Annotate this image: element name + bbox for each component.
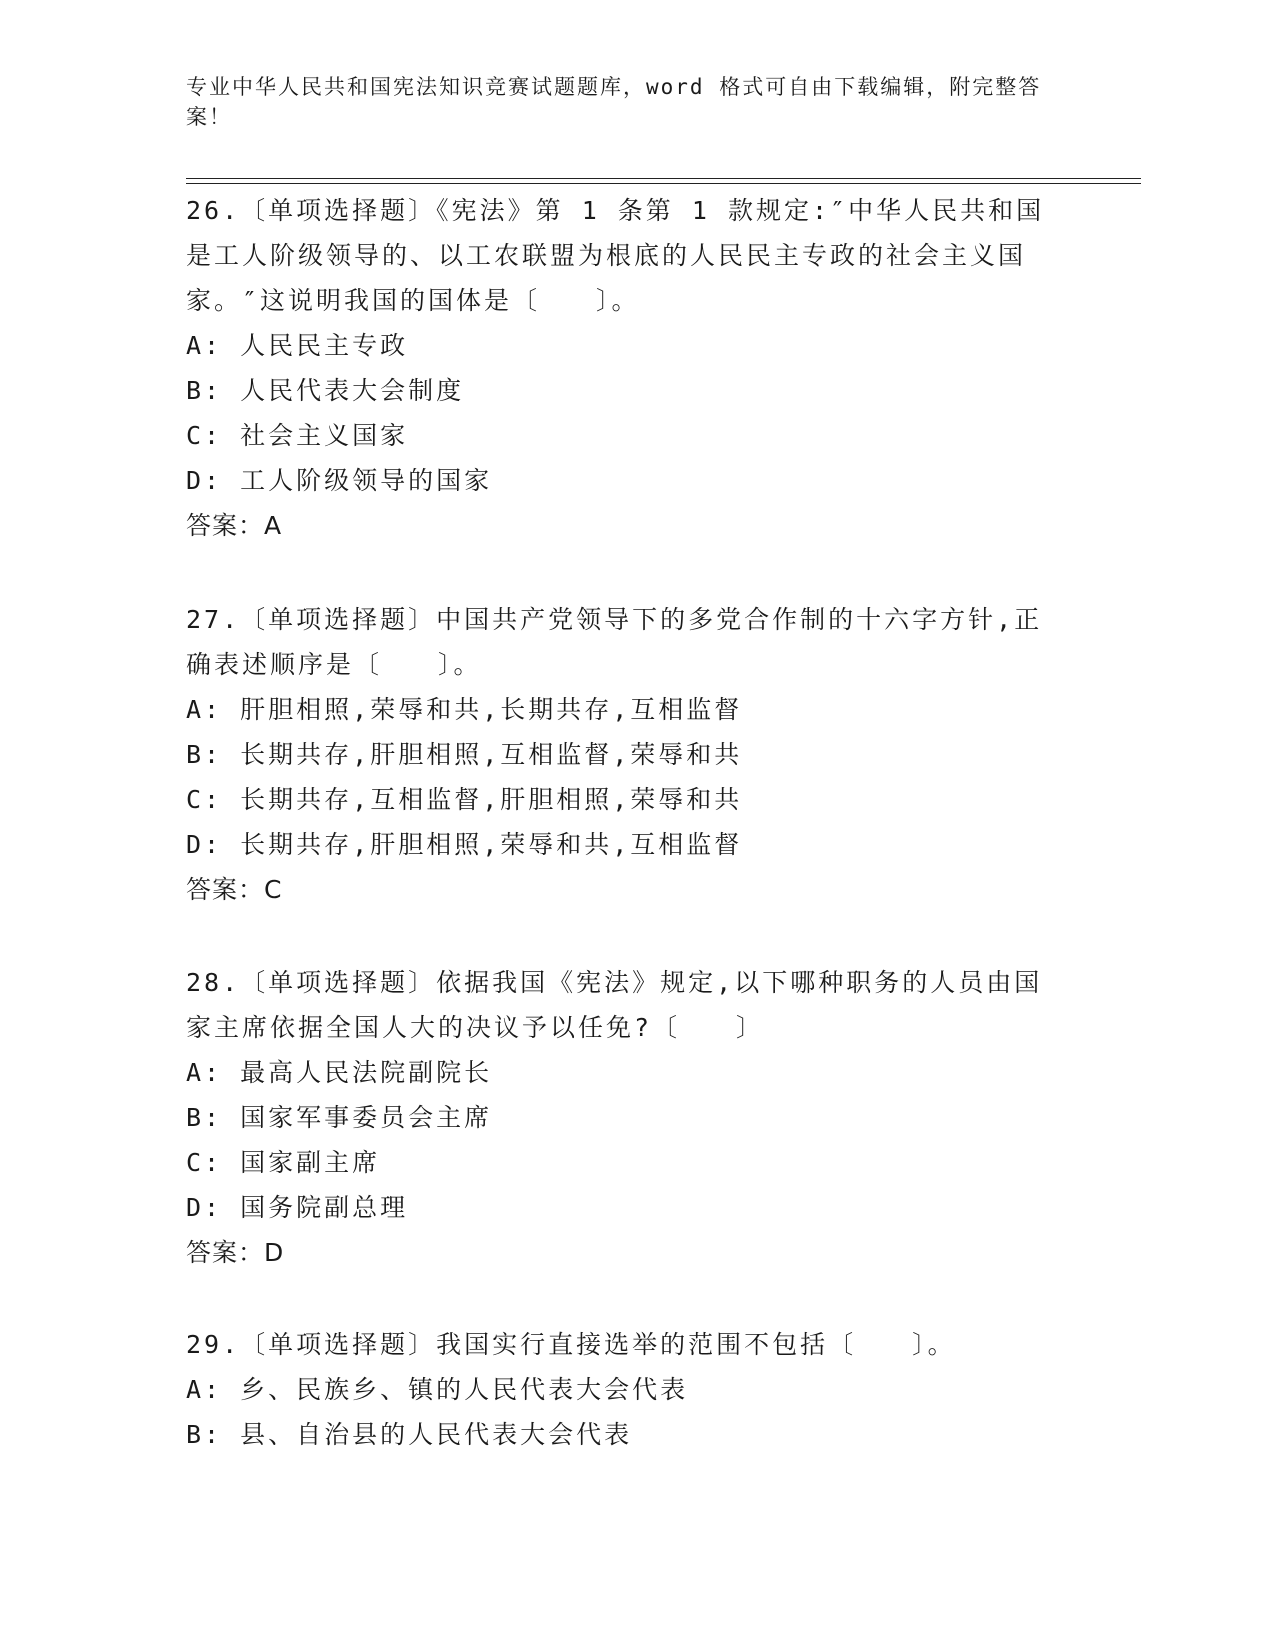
document-header	[186, 72, 1066, 132]
question-27	[186, 597, 1066, 912]
header-text: 专业中华人民共和国宪法知识竞赛试题题库，word 格式可自由下载编辑，附完整答案！	[186, 75, 1042, 129]
option-b: B: 国家军事委员会主席	[186, 1103, 493, 1132]
answer: 答案：C	[186, 875, 283, 904]
question-29	[186, 1322, 1066, 1457]
option-a: A: 乡、民族乡、镇的人民代表大会代表	[186, 1375, 689, 1404]
option-d: D: 工人阶级领导的国家	[186, 466, 493, 495]
option-c: C: 长期共存,互相监督,肝胆相照,荣辱和共	[186, 785, 743, 814]
option-b: B: 人民代表大会制度	[186, 376, 465, 405]
header-divider-top	[186, 178, 1141, 179]
option-a: A: 人民民主专政	[186, 331, 409, 360]
option-d: D: 国务院副总理	[186, 1193, 409, 1222]
option-a: A: 最高人民法院副院长	[186, 1058, 493, 1087]
question-stem: 26.〔单项选择题〕《宪法》第 1 条第 1 款规定:″中华人民共和国是工人阶级领导的、以工农联盟为根底的人民民主专政的社会主义国家。″这说明我国的国体是〔 〕。	[186, 196, 1045, 315]
header-divider-bottom	[186, 183, 1141, 184]
answer: 答案：A	[186, 511, 283, 540]
question-stem: 27.〔单项选择题〕中国共产党领导下的多党合作制的十六字方针,正确表述顺序是〔 〕。	[186, 605, 1043, 679]
option-d: D: 长期共存,肝胆相照,荣辱和共,互相监督	[186, 830, 743, 859]
question-stem: 28.〔单项选择题〕依据我国《宪法》规定,以下哪种职务的人员由国家主席依据全国人大的决议予以任免?〔 〕	[186, 968, 1043, 1042]
question-26	[186, 188, 1066, 548]
option-b: B: 长期共存,肝胆相照,互相监督,荣辱和共	[186, 740, 743, 769]
option-b: B: 县、自治县的人民代表大会代表	[186, 1420, 633, 1449]
option-a: A: 肝胆相照,荣辱和共,长期共存,互相监督	[186, 695, 743, 724]
option-c: C: 国家副主席	[186, 1148, 381, 1177]
question-28	[186, 960, 1066, 1275]
question-stem: 29.〔单项选择题〕我国实行直接选举的范围不包括〔 〕。	[186, 1330, 956, 1359]
option-c: C: 社会主义国家	[186, 421, 409, 450]
answer: 答案：D	[186, 1238, 285, 1267]
